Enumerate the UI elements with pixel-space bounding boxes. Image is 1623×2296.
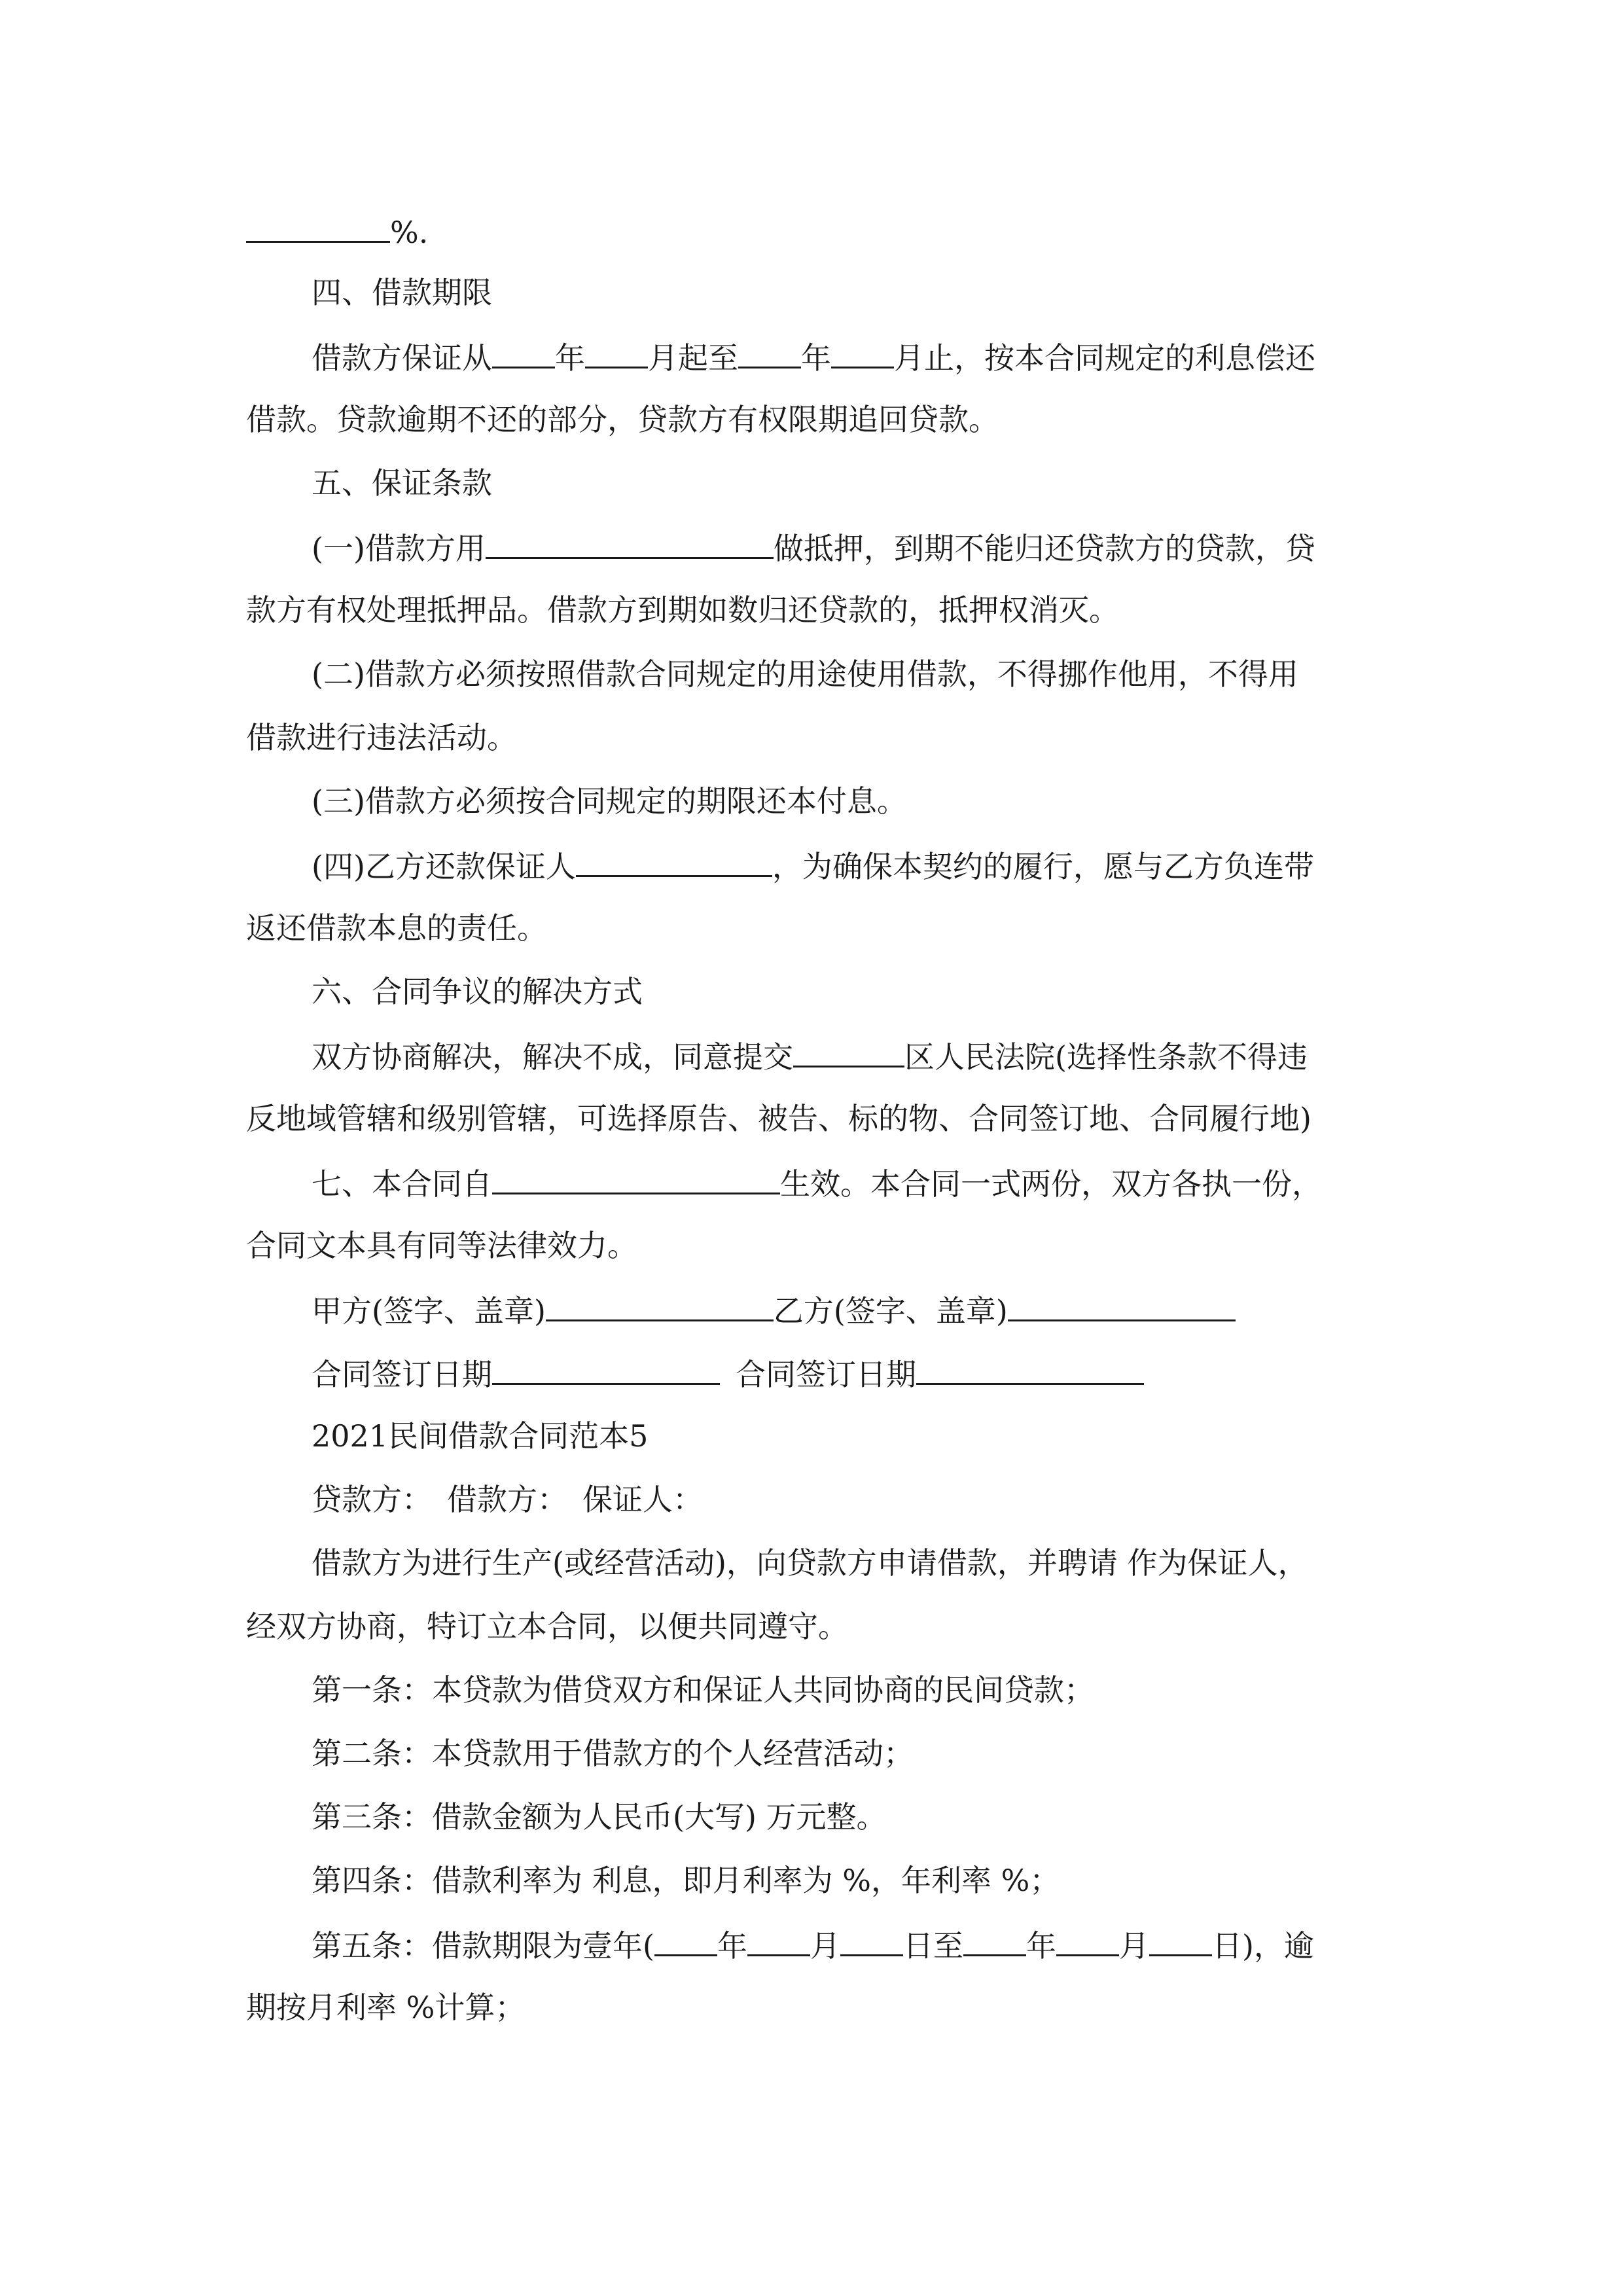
text: 七、本合同自 (312, 1166, 492, 1202)
rate-line (246, 211, 428, 252)
day-blank (840, 1924, 903, 1956)
text: %. (390, 215, 429, 250)
year-blank (738, 336, 801, 368)
paragraph-line (312, 1162, 1322, 1204)
paragraph-line (312, 1035, 1308, 1077)
text: 反地域管辖和级别管辖，可选择原告、被告、标的物、合同签订地、合同履行地) (246, 1101, 1311, 1136)
collateral-blank (486, 527, 774, 559)
text: 第五条：借款期限为壹年( (312, 1928, 654, 1964)
text: 款方有权处理抵押品。借款方到期如数归还贷款的，抵押权消灭。 (246, 592, 1119, 628)
paragraph-line (246, 1226, 637, 1265)
effective-date-blank (492, 1162, 780, 1194)
paragraph-line (312, 655, 1298, 694)
text: ，为确保本契约的履行，愿与乙方负连带 (772, 849, 1314, 884)
paragraph-line (246, 1988, 525, 2027)
paragraph-line (312, 1543, 1308, 1583)
text: 借款进行违法活动。 (246, 720, 517, 755)
paragraph-line (246, 590, 1119, 630)
guarantor-blank (576, 845, 772, 877)
section-heading (312, 972, 643, 1011)
text: 借款方保证从 (312, 340, 492, 376)
text: 返还借款本息的责任。 (246, 910, 547, 946)
year-blank (492, 336, 555, 368)
text: 借款方为进行生产(或经营活动)，向贷款方申请借款，并聘请 作为保证人， (312, 1545, 1308, 1581)
text: 区人民法院(选择性条款不得违 (904, 1039, 1308, 1075)
text: 经双方协商，特订立本合同，以便共同遵守。 (246, 1609, 848, 1644)
party-a-signature-label: 甲方(签字、盖章) (312, 1293, 546, 1329)
text: 年 (801, 340, 831, 376)
paragraph-line (312, 336, 1315, 378)
text: 日至 (902, 1928, 963, 1964)
section-heading (312, 463, 492, 503)
text: 月止，按本合同规定的利息偿还 (894, 340, 1315, 376)
paragraph-line (246, 1607, 848, 1646)
text: 四、借款期限 (312, 275, 492, 310)
signing-date-line (312, 1353, 1144, 1394)
paragraph-line (312, 781, 907, 821)
court-blank (793, 1035, 904, 1067)
month-blank (585, 336, 648, 368)
article-line (312, 1670, 1094, 1710)
article-line (312, 1797, 887, 1837)
text: 第三条：借款金额为人民币(大写) 万元整。 (312, 1799, 887, 1835)
article-line (312, 1861, 1060, 1900)
section-heading (312, 273, 492, 312)
text: 贷款方： 借款方： 保证人： (312, 1482, 703, 1517)
text: 第二条：本贷款用于借款方的个人经营活动； (312, 1736, 914, 1771)
text: 期按月利率 %计算； (246, 1990, 526, 2025)
signature-line (312, 1289, 1236, 1331)
month-blank (831, 336, 894, 368)
paragraph-line (312, 845, 1314, 886)
party-b-signature-blank (1008, 1289, 1236, 1321)
year-blank (654, 1924, 717, 1956)
text: 借款。贷款逾期不还的部分，贷款方有权限期追回贷款。 (246, 402, 999, 437)
article-line (312, 1734, 914, 1773)
text: (四)乙方还款保证人 (312, 849, 576, 884)
text: 第一条：本贷款为借贷双方和保证人共同协商的民间贷款； (312, 1672, 1094, 1708)
text: 双方协商解决，解决不成，同意提交 (312, 1039, 793, 1075)
text: 2021民间借款合同范本5 (312, 1418, 649, 1454)
signing-date-blank (492, 1353, 720, 1385)
month-blank (1056, 1924, 1119, 1956)
text: 日)，逾 (1211, 1928, 1314, 1964)
sample-title (312, 1416, 648, 1456)
party-a-signature-blank (546, 1289, 774, 1321)
party-b-signature-label: 乙方(签字、盖章) (773, 1293, 1008, 1329)
paragraph-line (246, 718, 517, 757)
paragraph-line (312, 527, 1315, 568)
signing-date-label: 合同签订日期 (736, 1357, 916, 1392)
day-blank (1149, 1924, 1212, 1956)
signing-date-blank (916, 1353, 1144, 1385)
signing-date-label: 合同签订日期 (312, 1357, 492, 1392)
text: 月 (810, 1928, 840, 1964)
text: (二)借款方必须按照借款合同规定的用途使用借款，不得挪作他用，不得用 (312, 656, 1298, 692)
text: 五、保证条款 (312, 465, 492, 501)
parties-line (312, 1480, 703, 1519)
paragraph-line (246, 1099, 1311, 1138)
text: 月 (1118, 1928, 1149, 1964)
text: 做抵押，到期不能归还贷款方的贷款，贷 (773, 531, 1315, 566)
text: (一)借款方用 (312, 531, 486, 566)
text: 生效。本合同一式两份，双方各执一份， (780, 1166, 1322, 1202)
text: 年 (555, 340, 585, 376)
year-blank (963, 1924, 1026, 1956)
text: (三)借款方必须按合同规定的期限还本付息。 (312, 783, 907, 819)
text: 合同文本具有同等法律效力。 (246, 1228, 637, 1263)
text: 年 (1026, 1928, 1056, 1964)
month-blank (747, 1924, 810, 1956)
text: 六、合同争议的解决方式 (312, 974, 643, 1009)
text: 月起至 (648, 340, 738, 376)
paragraph-line (246, 400, 999, 439)
text: 第四条：借款利率为 利息，即月利率为 %，年利率 %； (312, 1863, 1060, 1898)
article-line (312, 1924, 1314, 1965)
text: 年 (717, 1928, 747, 1964)
rate-blank (246, 211, 390, 243)
paragraph-line (246, 908, 547, 948)
